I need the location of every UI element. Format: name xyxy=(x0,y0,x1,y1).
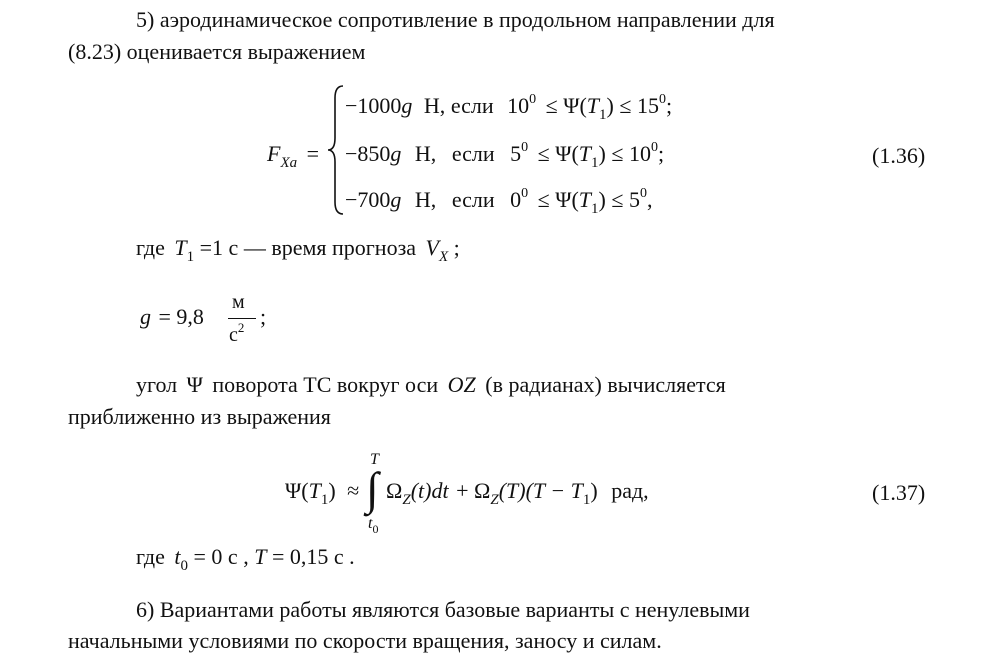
g-end: ; xyxy=(260,304,267,329)
para3-line1: 6) Вариантами работы являются базовые варианты с ненулевыми xyxy=(136,597,750,622)
eq136-lhs: $F_{Xa}$ = xyxy=(267,141,320,171)
g-value: g = 9,8 xyxy=(140,304,204,329)
para2-line1: угол Ψ поворота ТС вокруг оси OZ (в радианах) вычисляется xyxy=(136,372,726,397)
where-t1-line: где $T_1 =1$ с — время прогноза $V_X$ ; xyxy=(136,235,460,265)
where-t0-line: где $t_0 = 0$ с , T = 0,15 с . xyxy=(136,544,355,574)
integral-lower-limit: $t_0$ xyxy=(368,515,379,536)
g-unit-denominator: $с^2$ xyxy=(229,320,245,346)
integral-sign-icon: ∫ xyxy=(366,463,379,514)
eq137-rhs: $\Omega_Z(t)dt + \Omega_Z(T)(T - T_1)$ рад, xyxy=(386,478,649,508)
para1-line1: 5) аэродинамическое сопротивление в продольном направлении для xyxy=(136,7,775,32)
g-unit-numerator: м xyxy=(232,291,245,313)
eq136-row-2: −850g Н, если $5^0 \le \Psi(T_1) \le 10^0$; xyxy=(345,140,665,171)
integral-upper-limit: T xyxy=(370,451,379,468)
g-fraction-line xyxy=(228,318,256,319)
eq136-row-3: −700g Н, если $0^0 \le \Psi(T_1) \le 5^0$, xyxy=(345,186,653,217)
para2-line2: приближенно из выражения xyxy=(68,404,331,429)
para3-line2: начальными условиями по скорости вращения, заносу и силам. xyxy=(68,628,662,653)
equation-number-1-37: (1.37) xyxy=(872,480,926,505)
eq136-row-1: −1000g Н, если $10^0 \le \Psi(T_1) \le 15^0$; xyxy=(345,92,673,123)
left-brace-icon xyxy=(325,84,347,216)
para1-line2: (8.23) оценивается выражением xyxy=(68,39,366,64)
equation-number-1-36: (1.36) xyxy=(872,143,926,168)
eq137-lhs: $\Psi(T_1)$ ≈ xyxy=(285,478,360,508)
